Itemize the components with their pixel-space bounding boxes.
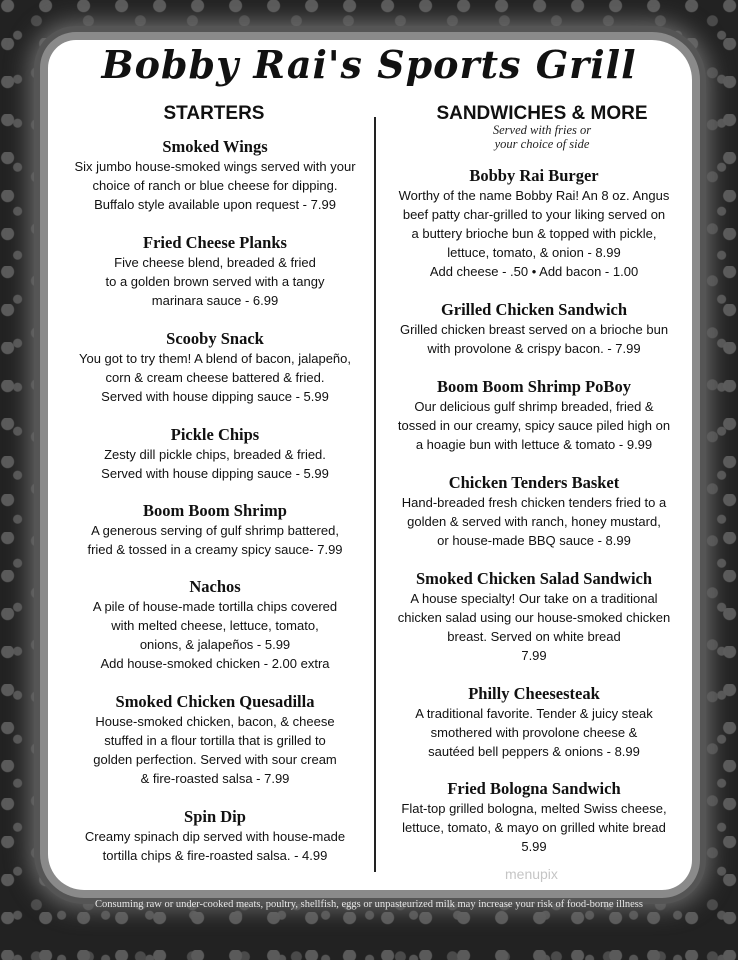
item-name: Chicken Tenders Basket: [448, 473, 620, 492]
item-desc-line: A pile of house-made tortilla chips covered: [92, 599, 338, 614]
item-name: Nachos: [189, 577, 241, 596]
item-desc-line: tossed in our creamy, spicy sauce piled high on: [397, 418, 671, 433]
menu-item-fried-cheese-planks: [70, 233, 360, 329]
menu-item-smoked-chicken-salad-sandwich: [386, 569, 682, 684]
item-desc-line: Flat-top grilled bologna, melted Swiss cheese,: [401, 801, 667, 816]
menu-item-grilled-chicken-sandwich: [386, 300, 682, 377]
item-desc-line: Served with house dipping sauce - 5.99: [101, 389, 329, 404]
item-desc-line: Served with house dipping sauce - 5.99: [101, 466, 329, 481]
item-desc-line: a buttery brioche bun & topped with pickle,: [411, 226, 657, 241]
item-name: Pickle Chips: [170, 425, 260, 444]
item-desc-line: a hoagie bun with lettuce & tomato - 9.99: [415, 437, 653, 452]
item-name: Smoked Chicken Quesadilla: [115, 692, 315, 711]
menu-item-chicken-tenders-basket: [386, 473, 682, 569]
menu-item-spin-dip: [70, 807, 360, 865]
item-desc-line: Grilled chicken breast served on a brioche bun: [399, 322, 669, 337]
starters-column: [70, 137, 360, 865]
item-desc-line: breast. Served on white bread: [447, 629, 621, 644]
item-name: Smoked Wings: [162, 137, 268, 156]
watermark: menupix: [505, 866, 558, 882]
starters-heading: STARTERS: [163, 103, 265, 124]
item-name: Scooby Snack: [166, 329, 264, 348]
item-name: Fried Bologna Sandwich: [447, 779, 621, 798]
subheading-line: Served with fries or: [492, 123, 592, 137]
food-safety-disclaimer: Consuming raw or under-cooked meats, poultry, shellfish, eggs or unpasteurized milk may increase your risk of food-borne illness: [95, 899, 643, 910]
item-desc-line: Buffalo style available upon request - 7.99: [94, 197, 336, 212]
sandwiches-subheading: [392, 123, 692, 151]
item-desc-line: with provolone & crispy bacon. - 7.99: [427, 341, 641, 356]
item-name: Spin Dip: [184, 807, 246, 826]
item-desc-line: stuffed in a flour tortilla that is grilled to: [104, 733, 326, 748]
item-name: Philly Cheesesteak: [468, 684, 600, 703]
subheading-line: your choice of side: [494, 137, 590, 151]
item-desc-line: House-smoked chicken, bacon, & cheese: [95, 714, 335, 729]
item-name: Smoked Chicken Salad Sandwich: [415, 569, 653, 588]
item-desc-line: Five cheese blend, breaded & fried: [114, 255, 316, 270]
item-desc-line: sautéed bell peppers & onions - 8.99: [428, 744, 640, 759]
item-name: Bobby Rai Burger: [469, 166, 599, 185]
item-desc-line: 5.99: [521, 839, 547, 854]
item-desc-line: Creamy spinach dip served with house-made: [84, 829, 346, 844]
item-desc-line: A house specialty! Our take on a traditional: [410, 591, 658, 606]
item-name: Grilled Chicken Sandwich: [440, 300, 628, 319]
menu-item-boom-boom-shrimp: [70, 501, 360, 577]
menu-item-smoked-wings: [70, 137, 360, 233]
column-divider: [374, 117, 376, 872]
item-desc-line: You got to try them! A blend of bacon, jalapeño,: [79, 351, 351, 366]
item-desc-line: & fire-roasted salsa - 7.99: [140, 771, 290, 786]
item-desc-line: Add cheese - .50 • Add bacon - 1.00: [429, 264, 639, 279]
menu-item-boom-boom-shrimp-poboy: [386, 377, 682, 473]
item-desc-line: lettuce, tomato, & mayo on grilled white bread: [402, 820, 666, 835]
menu-item-scooby-snack: [70, 329, 360, 425]
restaurant-title: Bobby Rai's Sports Grill: [101, 42, 637, 87]
item-desc-line: choice of ranch or blue cheese for dipping.: [92, 178, 338, 193]
item-desc-line: A traditional favorite. Tender & juicy steak: [415, 706, 653, 721]
item-desc-line: marinara sauce - 6.99: [151, 293, 279, 308]
item-desc-line: Our delicious gulf shrimp breaded, fried &: [414, 399, 654, 414]
item-desc-line: beef patty char-grilled to your liking served on: [402, 207, 666, 222]
menu-item-fried-bologna-sandwich: [386, 779, 682, 856]
sandwiches-heading: SANDWICHES & MORE: [436, 103, 648, 124]
item-desc-line: lettuce, tomato, & onion - 8.99: [447, 245, 621, 260]
item-desc-line: Zesty dill pickle chips, breaded & fried.: [104, 447, 326, 462]
item-desc-line: onions, & jalapeños - 5.99: [139, 637, 291, 652]
item-desc-line: tortilla chips & fire-roasted salsa. - 4.99: [102, 848, 328, 863]
item-desc-line: golden & served with ranch, honey mustard,: [407, 514, 661, 529]
menu-item-nachos: [70, 577, 360, 692]
item-desc-line: Worthy of the name Bobby Rai! An 8 oz. Angus: [398, 188, 670, 203]
item-desc-line: to a golden brown served with a tangy: [105, 274, 325, 289]
item-name: Boom Boom Shrimp: [143, 501, 287, 520]
item-desc-line: fried & tossed in a creamy spicy sauce- 7.99: [87, 542, 343, 557]
menu-item-pickle-chips: [70, 425, 360, 501]
item-name: Fried Cheese Planks: [143, 233, 287, 252]
menu-item-bobby-rai-burger: [386, 166, 682, 300]
menu-item-philly-cheesesteak: [386, 684, 682, 779]
item-desc-line: Hand-breaded fresh chicken tenders fried to a: [401, 495, 667, 510]
item-desc-line: Six jumbo house-smoked wings served with your: [74, 159, 356, 174]
item-desc-line: Add house-smoked chicken - 2.00 extra: [100, 656, 330, 671]
item-desc-line: chicken salad using our house-smoked chicken: [397, 610, 671, 625]
item-name: Boom Boom Shrimp PoBoy: [437, 377, 631, 396]
sandwiches-column: [386, 166, 682, 856]
item-desc-line: or house-made BBQ sauce - 8.99: [437, 533, 631, 548]
menu-item-smoked-chicken-quesadilla: [70, 692, 360, 807]
item-desc-line: with melted cheese, lettuce, tomato,: [111, 618, 319, 633]
item-desc-line: golden perfection. Served with sour cream: [93, 752, 337, 767]
item-desc-line: A generous serving of gulf shrimp battered,: [91, 523, 339, 538]
item-desc-line: corn & cream cheese battered & fried.: [105, 370, 325, 385]
item-desc-line: 7.99: [521, 648, 547, 663]
item-desc-line: smothered with provolone cheese &: [430, 725, 638, 740]
